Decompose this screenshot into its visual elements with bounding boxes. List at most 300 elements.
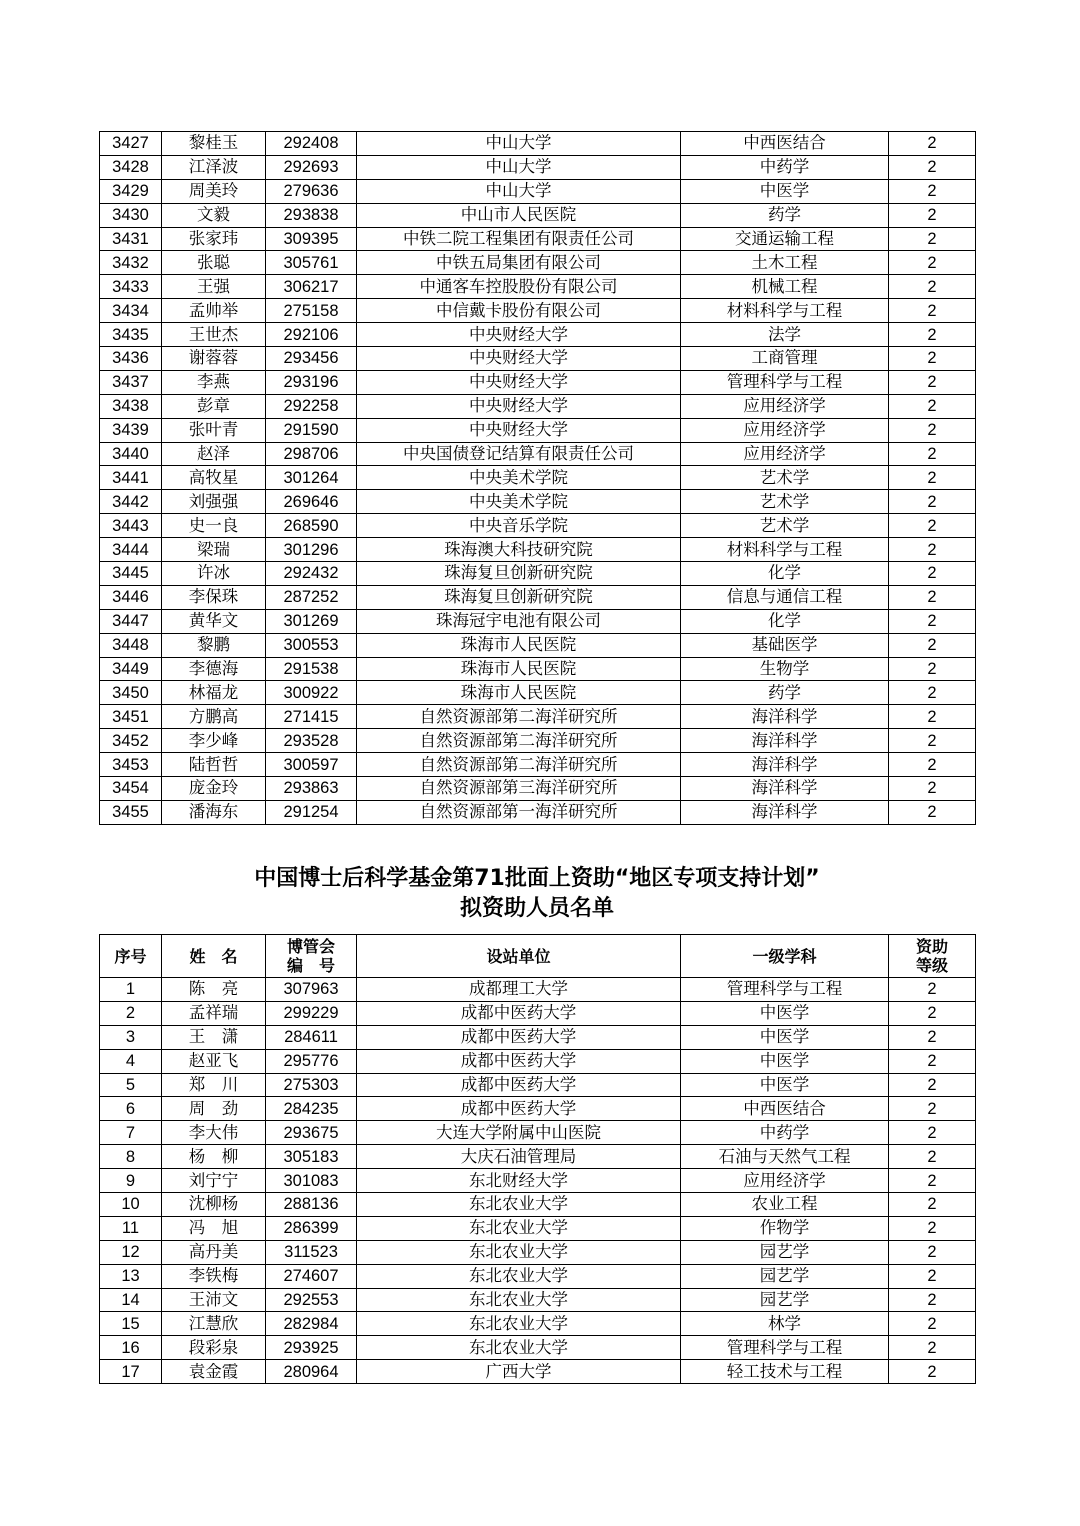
seq-cell: 3441 xyxy=(100,466,162,490)
table-row xyxy=(100,1001,976,1025)
unit-cell: 东北农业大学 xyxy=(357,1312,681,1336)
name-cell: 江泽波 xyxy=(162,155,266,179)
unit-cell: 成都中医药大学 xyxy=(357,1097,681,1121)
discipline-cell: 中医学 xyxy=(681,1025,889,1049)
name-cell: 庞金玲 xyxy=(162,777,266,801)
name-cell: 孟祥瑞 xyxy=(162,1001,266,1025)
level-cell: 2 xyxy=(889,1240,976,1264)
discipline-cell: 材料科学与工程 xyxy=(681,538,889,562)
table1-body xyxy=(100,132,976,825)
table-row xyxy=(100,1073,976,1097)
table-row xyxy=(100,1240,976,1264)
discipline-cell: 应用经济学 xyxy=(681,442,889,466)
discipline-cell: 作物学 xyxy=(681,1216,889,1240)
code-cell: 292693 xyxy=(266,155,357,179)
discipline-cell: 中医学 xyxy=(681,1073,889,1097)
table-row xyxy=(100,251,976,275)
seq-cell: 3427 xyxy=(100,132,162,156)
name-cell: 周美玲 xyxy=(162,179,266,203)
level-cell: 2 xyxy=(889,1288,976,1312)
table-row xyxy=(100,1288,976,1312)
table-row xyxy=(100,1097,976,1121)
level-cell: 2 xyxy=(889,155,976,179)
level-cell: 2 xyxy=(889,1121,976,1145)
header-row xyxy=(100,935,976,978)
code-cell: 275158 xyxy=(266,299,357,323)
level-cell: 2 xyxy=(889,1216,976,1240)
seq-cell: 1 xyxy=(100,978,162,1002)
level-cell: 2 xyxy=(889,323,976,347)
unit-cell: 成都中医药大学 xyxy=(357,1073,681,1097)
seq-cell: 3454 xyxy=(100,777,162,801)
seq-cell: 3436 xyxy=(100,347,162,371)
level-cell: 2 xyxy=(889,179,976,203)
table-row xyxy=(100,609,976,633)
code-cell: 295776 xyxy=(266,1049,357,1073)
table-row xyxy=(100,633,976,657)
code-cell: 301296 xyxy=(266,538,357,562)
code-cell: 284235 xyxy=(266,1097,357,1121)
seq-cell: 3438 xyxy=(100,394,162,418)
code-cell: 292408 xyxy=(266,132,357,156)
discipline-cell: 中西医结合 xyxy=(681,132,889,156)
discipline-cell: 中药学 xyxy=(681,1121,889,1145)
unit-cell: 中山大学 xyxy=(357,179,681,203)
seq-cell: 3451 xyxy=(100,705,162,729)
seq-cell: 3442 xyxy=(100,490,162,514)
seq-cell: 6 xyxy=(100,1097,162,1121)
discipline-cell: 园艺学 xyxy=(681,1240,889,1264)
level-cell: 2 xyxy=(889,347,976,371)
unit-cell: 大庆石油管理局 xyxy=(357,1145,681,1169)
name-cell: 史一良 xyxy=(162,514,266,538)
discipline-cell: 海洋科学 xyxy=(681,800,889,824)
unit-cell: 成都中医药大学 xyxy=(357,1025,681,1049)
code-cell: 292106 xyxy=(266,323,357,347)
name-cell: 李少峰 xyxy=(162,729,266,753)
level-cell: 2 xyxy=(889,609,976,633)
seq-cell: 3434 xyxy=(100,299,162,323)
name-cell: 文毅 xyxy=(162,203,266,227)
table-row xyxy=(100,323,976,347)
header-level-line2: 等级 xyxy=(915,956,948,975)
seq-cell: 13 xyxy=(100,1264,162,1288)
table-row xyxy=(100,418,976,442)
seq-cell: 3433 xyxy=(100,275,162,299)
seq-cell: 3448 xyxy=(100,633,162,657)
discipline-cell: 土木工程 xyxy=(681,251,889,275)
table-row xyxy=(100,800,976,824)
discipline-cell: 管理科学与工程 xyxy=(681,1336,889,1360)
discipline-cell: 海洋科学 xyxy=(681,705,889,729)
level-cell: 2 xyxy=(889,132,976,156)
table-row xyxy=(100,538,976,562)
code-cell: 286399 xyxy=(266,1216,357,1240)
code-cell: 268590 xyxy=(266,514,357,538)
header-unit: 设站单位 xyxy=(357,935,681,978)
table-row xyxy=(100,490,976,514)
discipline-cell: 艺术学 xyxy=(681,490,889,514)
seq-cell: 14 xyxy=(100,1288,162,1312)
seq-cell: 17 xyxy=(100,1360,162,1384)
level-cell: 2 xyxy=(889,442,976,466)
unit-cell: 东北农业大学 xyxy=(357,1264,681,1288)
table-row xyxy=(100,1336,976,1360)
code-cell: 307963 xyxy=(266,978,357,1002)
discipline-cell: 信息与通信工程 xyxy=(681,585,889,609)
code-cell: 301083 xyxy=(266,1169,357,1193)
seq-cell: 2 xyxy=(100,1001,162,1025)
unit-cell: 东北农业大学 xyxy=(357,1336,681,1360)
level-cell: 2 xyxy=(889,1145,976,1169)
table-row xyxy=(100,1216,976,1240)
name-cell: 李德海 xyxy=(162,657,266,681)
discipline-cell: 工商管理 xyxy=(681,347,889,371)
discipline-cell: 化学 xyxy=(681,609,889,633)
level-cell: 2 xyxy=(889,275,976,299)
discipline-cell: 药学 xyxy=(681,203,889,227)
code-cell: 293925 xyxy=(266,1336,357,1360)
level-cell: 2 xyxy=(889,1312,976,1336)
seq-cell: 11 xyxy=(100,1216,162,1240)
seq-cell: 3429 xyxy=(100,179,162,203)
discipline-cell: 中医学 xyxy=(681,179,889,203)
unit-cell: 自然资源部第一海洋研究所 xyxy=(357,800,681,824)
discipline-cell: 生物学 xyxy=(681,657,889,681)
unit-cell: 中央美术学院 xyxy=(357,490,681,514)
level-cell: 2 xyxy=(889,562,976,586)
discipline-cell: 化学 xyxy=(681,562,889,586)
discipline-cell: 应用经济学 xyxy=(681,1169,889,1193)
table-row xyxy=(100,585,976,609)
name-cell: 李铁梅 xyxy=(162,1264,266,1288)
name-cell: 王 潇 xyxy=(162,1025,266,1049)
seq-cell: 3439 xyxy=(100,418,162,442)
header-code-line1: 博管会 xyxy=(286,937,335,956)
unit-cell: 中铁五局集团有限公司 xyxy=(357,251,681,275)
unit-cell: 中山大学 xyxy=(357,155,681,179)
seq-cell: 3437 xyxy=(100,370,162,394)
level-cell: 2 xyxy=(889,514,976,538)
table-row xyxy=(100,179,976,203)
level-cell: 2 xyxy=(889,1097,976,1121)
table-row xyxy=(100,681,976,705)
table-row xyxy=(100,275,976,299)
unit-cell: 成都中医药大学 xyxy=(357,1049,681,1073)
code-cell: 291538 xyxy=(266,657,357,681)
table-row xyxy=(100,1193,976,1217)
table-row xyxy=(100,370,976,394)
name-cell: 高牧星 xyxy=(162,466,266,490)
unit-cell: 珠海市人民医院 xyxy=(357,681,681,705)
discipline-cell: 园艺学 xyxy=(681,1288,889,1312)
table-row xyxy=(100,203,976,227)
unit-cell: 东北财经大学 xyxy=(357,1169,681,1193)
unit-cell: 大连大学附属中山医院 xyxy=(357,1121,681,1145)
name-cell: 孟帅举 xyxy=(162,299,266,323)
seq-cell: 12 xyxy=(100,1240,162,1264)
unit-cell: 东北农业大学 xyxy=(357,1216,681,1240)
header-level xyxy=(889,935,976,978)
level-cell: 2 xyxy=(889,466,976,490)
code-cell: 293838 xyxy=(266,203,357,227)
level-cell: 2 xyxy=(889,681,976,705)
discipline-cell: 应用经济学 xyxy=(681,418,889,442)
discipline-cell: 海洋科学 xyxy=(681,777,889,801)
unit-cell: 中央财经大学 xyxy=(357,347,681,371)
level-cell: 2 xyxy=(889,800,976,824)
code-cell: 269646 xyxy=(266,490,357,514)
level-cell: 2 xyxy=(889,1025,976,1049)
discipline-cell: 轻工技术与工程 xyxy=(681,1360,889,1384)
discipline-cell: 法学 xyxy=(681,323,889,347)
unit-cell: 成都中医药大学 xyxy=(357,1001,681,1025)
level-cell: 2 xyxy=(889,251,976,275)
unit-cell: 中山市人民医院 xyxy=(357,203,681,227)
name-cell: 刘宁宁 xyxy=(162,1169,266,1193)
seq-cell: 3445 xyxy=(100,562,162,586)
level-cell: 2 xyxy=(889,418,976,442)
table-row xyxy=(100,562,976,586)
seq-cell: 16 xyxy=(100,1336,162,1360)
unit-cell: 中央财经大学 xyxy=(357,370,681,394)
discipline-cell: 应用经济学 xyxy=(681,394,889,418)
table-row xyxy=(100,1169,976,1193)
unit-cell: 东北农业大学 xyxy=(357,1288,681,1312)
seq-cell: 3428 xyxy=(100,155,162,179)
code-cell: 300553 xyxy=(266,633,357,657)
level-cell: 2 xyxy=(889,633,976,657)
unit-cell: 中央国债登记结算有限责任公司 xyxy=(357,442,681,466)
code-cell: 305183 xyxy=(266,1145,357,1169)
discipline-cell: 海洋科学 xyxy=(681,729,889,753)
name-cell: 王世杰 xyxy=(162,323,266,347)
unit-cell: 自然资源部第三海洋研究所 xyxy=(357,777,681,801)
name-cell: 陈 亮 xyxy=(162,978,266,1002)
level-cell: 2 xyxy=(889,729,976,753)
unit-cell: 中央音乐学院 xyxy=(357,514,681,538)
unit-cell: 东北农业大学 xyxy=(357,1240,681,1264)
seq-cell: 3455 xyxy=(100,800,162,824)
table-row xyxy=(100,1121,976,1145)
discipline-cell: 海洋科学 xyxy=(681,753,889,777)
table-row xyxy=(100,514,976,538)
unit-cell: 珠海复旦创新研究院 xyxy=(357,585,681,609)
table-row xyxy=(100,132,976,156)
table-row xyxy=(100,1049,976,1073)
code-cell: 299229 xyxy=(266,1001,357,1025)
code-cell: 293675 xyxy=(266,1121,357,1145)
unit-cell: 中央财经大学 xyxy=(357,323,681,347)
seq-cell: 3443 xyxy=(100,514,162,538)
code-cell: 291254 xyxy=(266,800,357,824)
seq-cell: 3452 xyxy=(100,729,162,753)
level-cell: 2 xyxy=(889,777,976,801)
name-cell: 许冰 xyxy=(162,562,266,586)
code-cell: 293528 xyxy=(266,729,357,753)
list-title-line2: 拟资助人员名单 xyxy=(459,896,614,921)
seq-cell: 3435 xyxy=(100,323,162,347)
table-row xyxy=(100,394,976,418)
code-cell: 274607 xyxy=(266,1264,357,1288)
level-cell: 2 xyxy=(889,394,976,418)
level-cell: 2 xyxy=(889,978,976,1002)
name-cell: 高丹美 xyxy=(162,1240,266,1264)
seq-cell: 3444 xyxy=(100,538,162,562)
seq-cell: 3450 xyxy=(100,681,162,705)
table-row xyxy=(100,155,976,179)
code-cell: 305761 xyxy=(266,251,357,275)
unit-cell: 珠海市人民医院 xyxy=(357,633,681,657)
level-cell: 2 xyxy=(889,753,976,777)
unit-cell: 珠海市人民医院 xyxy=(357,657,681,681)
code-cell: 287252 xyxy=(266,585,357,609)
level-cell: 2 xyxy=(889,490,976,514)
name-cell: 谢蓉蓉 xyxy=(162,347,266,371)
code-cell: 300597 xyxy=(266,753,357,777)
seq-cell: 15 xyxy=(100,1312,162,1336)
discipline-cell: 管理科学与工程 xyxy=(681,978,889,1002)
unit-cell: 中铁二院工程集团有限责任公司 xyxy=(357,227,681,251)
seq-cell: 4 xyxy=(100,1049,162,1073)
name-cell: 沈柳杨 xyxy=(162,1193,266,1217)
table-row xyxy=(100,1025,976,1049)
unit-cell: 珠海澳大科技研究院 xyxy=(357,538,681,562)
unit-cell: 东北农业大学 xyxy=(357,1193,681,1217)
name-cell: 刘强强 xyxy=(162,490,266,514)
header-seq: 序号 xyxy=(100,935,162,978)
name-cell: 张家玮 xyxy=(162,227,266,251)
name-cell: 王沛文 xyxy=(162,1288,266,1312)
code-cell: 300922 xyxy=(266,681,357,705)
header-name: 姓 名 xyxy=(162,935,266,978)
unit-cell: 中央美术学院 xyxy=(357,466,681,490)
code-cell: 271415 xyxy=(266,705,357,729)
level-cell: 2 xyxy=(889,370,976,394)
seq-cell: 3447 xyxy=(100,609,162,633)
code-cell: 301269 xyxy=(266,609,357,633)
discipline-cell: 药学 xyxy=(681,681,889,705)
table-row xyxy=(100,657,976,681)
name-cell: 陆哲哲 xyxy=(162,753,266,777)
code-cell: 275303 xyxy=(266,1073,357,1097)
code-cell: 293863 xyxy=(266,777,357,801)
list-title-line1: 中国博士后科学基金第71批面上资助“地区专项支持计划” xyxy=(254,866,820,891)
discipline-cell: 中西医结合 xyxy=(681,1097,889,1121)
unit-cell: 珠海冠宇电池有限公司 xyxy=(357,609,681,633)
seq-cell: 5 xyxy=(100,1073,162,1097)
unit-cell: 自然资源部第二海洋研究所 xyxy=(357,729,681,753)
seq-cell: 3440 xyxy=(100,442,162,466)
discipline-cell: 农业工程 xyxy=(681,1193,889,1217)
name-cell: 张叶青 xyxy=(162,418,266,442)
discipline-cell: 材料科学与工程 xyxy=(681,299,889,323)
table-row xyxy=(100,1145,976,1169)
discipline-cell: 交通运输工程 xyxy=(681,227,889,251)
regional-funding-table xyxy=(99,934,976,1384)
header-code-line2: 编 号 xyxy=(286,956,335,975)
table-row xyxy=(100,978,976,1002)
name-cell: 黎鹏 xyxy=(162,633,266,657)
code-cell: 311523 xyxy=(266,1240,357,1264)
name-cell: 潘海东 xyxy=(162,800,266,824)
code-cell: 309395 xyxy=(266,227,357,251)
code-cell: 292432 xyxy=(266,562,357,586)
level-cell: 2 xyxy=(889,585,976,609)
table-row xyxy=(100,1360,976,1384)
code-cell: 284611 xyxy=(266,1025,357,1049)
header-discipline: 一级学科 xyxy=(681,935,889,978)
name-cell: 冯 旭 xyxy=(162,1216,266,1240)
unit-cell: 中信戴卡股份有限公司 xyxy=(357,299,681,323)
seq-cell: 3453 xyxy=(100,753,162,777)
code-cell: 306217 xyxy=(266,275,357,299)
unit-cell: 中山大学 xyxy=(357,132,681,156)
table-row xyxy=(100,299,976,323)
seq-cell: 3432 xyxy=(100,251,162,275)
code-cell: 279636 xyxy=(266,179,357,203)
name-cell: 王强 xyxy=(162,275,266,299)
seq-cell: 3449 xyxy=(100,657,162,681)
table-row xyxy=(100,705,976,729)
name-cell: 赵泽 xyxy=(162,442,266,466)
table-row xyxy=(100,729,976,753)
table-row xyxy=(100,442,976,466)
unit-cell: 珠海复旦创新研究院 xyxy=(357,562,681,586)
table-row xyxy=(100,1312,976,1336)
name-cell: 赵亚飞 xyxy=(162,1049,266,1073)
discipline-cell: 机械工程 xyxy=(681,275,889,299)
seq-cell: 3446 xyxy=(100,585,162,609)
name-cell: 李燕 xyxy=(162,370,266,394)
level-cell: 2 xyxy=(889,1073,976,1097)
code-cell: 292553 xyxy=(266,1288,357,1312)
discipline-cell: 中药学 xyxy=(681,155,889,179)
name-cell: 彭章 xyxy=(162,394,266,418)
header-level-line1: 资助 xyxy=(915,937,948,956)
discipline-cell: 艺术学 xyxy=(681,514,889,538)
code-cell: 291590 xyxy=(266,418,357,442)
level-cell: 2 xyxy=(889,299,976,323)
table-row xyxy=(100,466,976,490)
name-cell: 李大伟 xyxy=(162,1121,266,1145)
seq-cell: 7 xyxy=(100,1121,162,1145)
seq-cell: 3 xyxy=(100,1025,162,1049)
level-cell: 2 xyxy=(889,1264,976,1288)
level-cell: 2 xyxy=(889,227,976,251)
seq-cell: 8 xyxy=(100,1145,162,1169)
discipline-cell: 管理科学与工程 xyxy=(681,370,889,394)
discipline-cell: 中医学 xyxy=(681,1001,889,1025)
level-cell: 2 xyxy=(889,1336,976,1360)
code-cell: 293196 xyxy=(266,370,357,394)
code-cell: 293456 xyxy=(266,347,357,371)
name-cell: 袁金霞 xyxy=(162,1360,266,1384)
discipline-cell: 基础医学 xyxy=(681,633,889,657)
discipline-cell: 林学 xyxy=(681,1312,889,1336)
code-cell: 282984 xyxy=(266,1312,357,1336)
discipline-cell: 中医学 xyxy=(681,1049,889,1073)
unit-cell: 中央财经大学 xyxy=(357,394,681,418)
code-cell: 288136 xyxy=(266,1193,357,1217)
name-cell: 张聪 xyxy=(162,251,266,275)
unit-cell: 中通客车控股股份有限公司 xyxy=(357,275,681,299)
level-cell: 2 xyxy=(889,1001,976,1025)
level-cell: 2 xyxy=(889,203,976,227)
discipline-cell: 石油与天然气工程 xyxy=(681,1145,889,1169)
level-cell: 2 xyxy=(889,657,976,681)
name-cell: 林福龙 xyxy=(162,681,266,705)
